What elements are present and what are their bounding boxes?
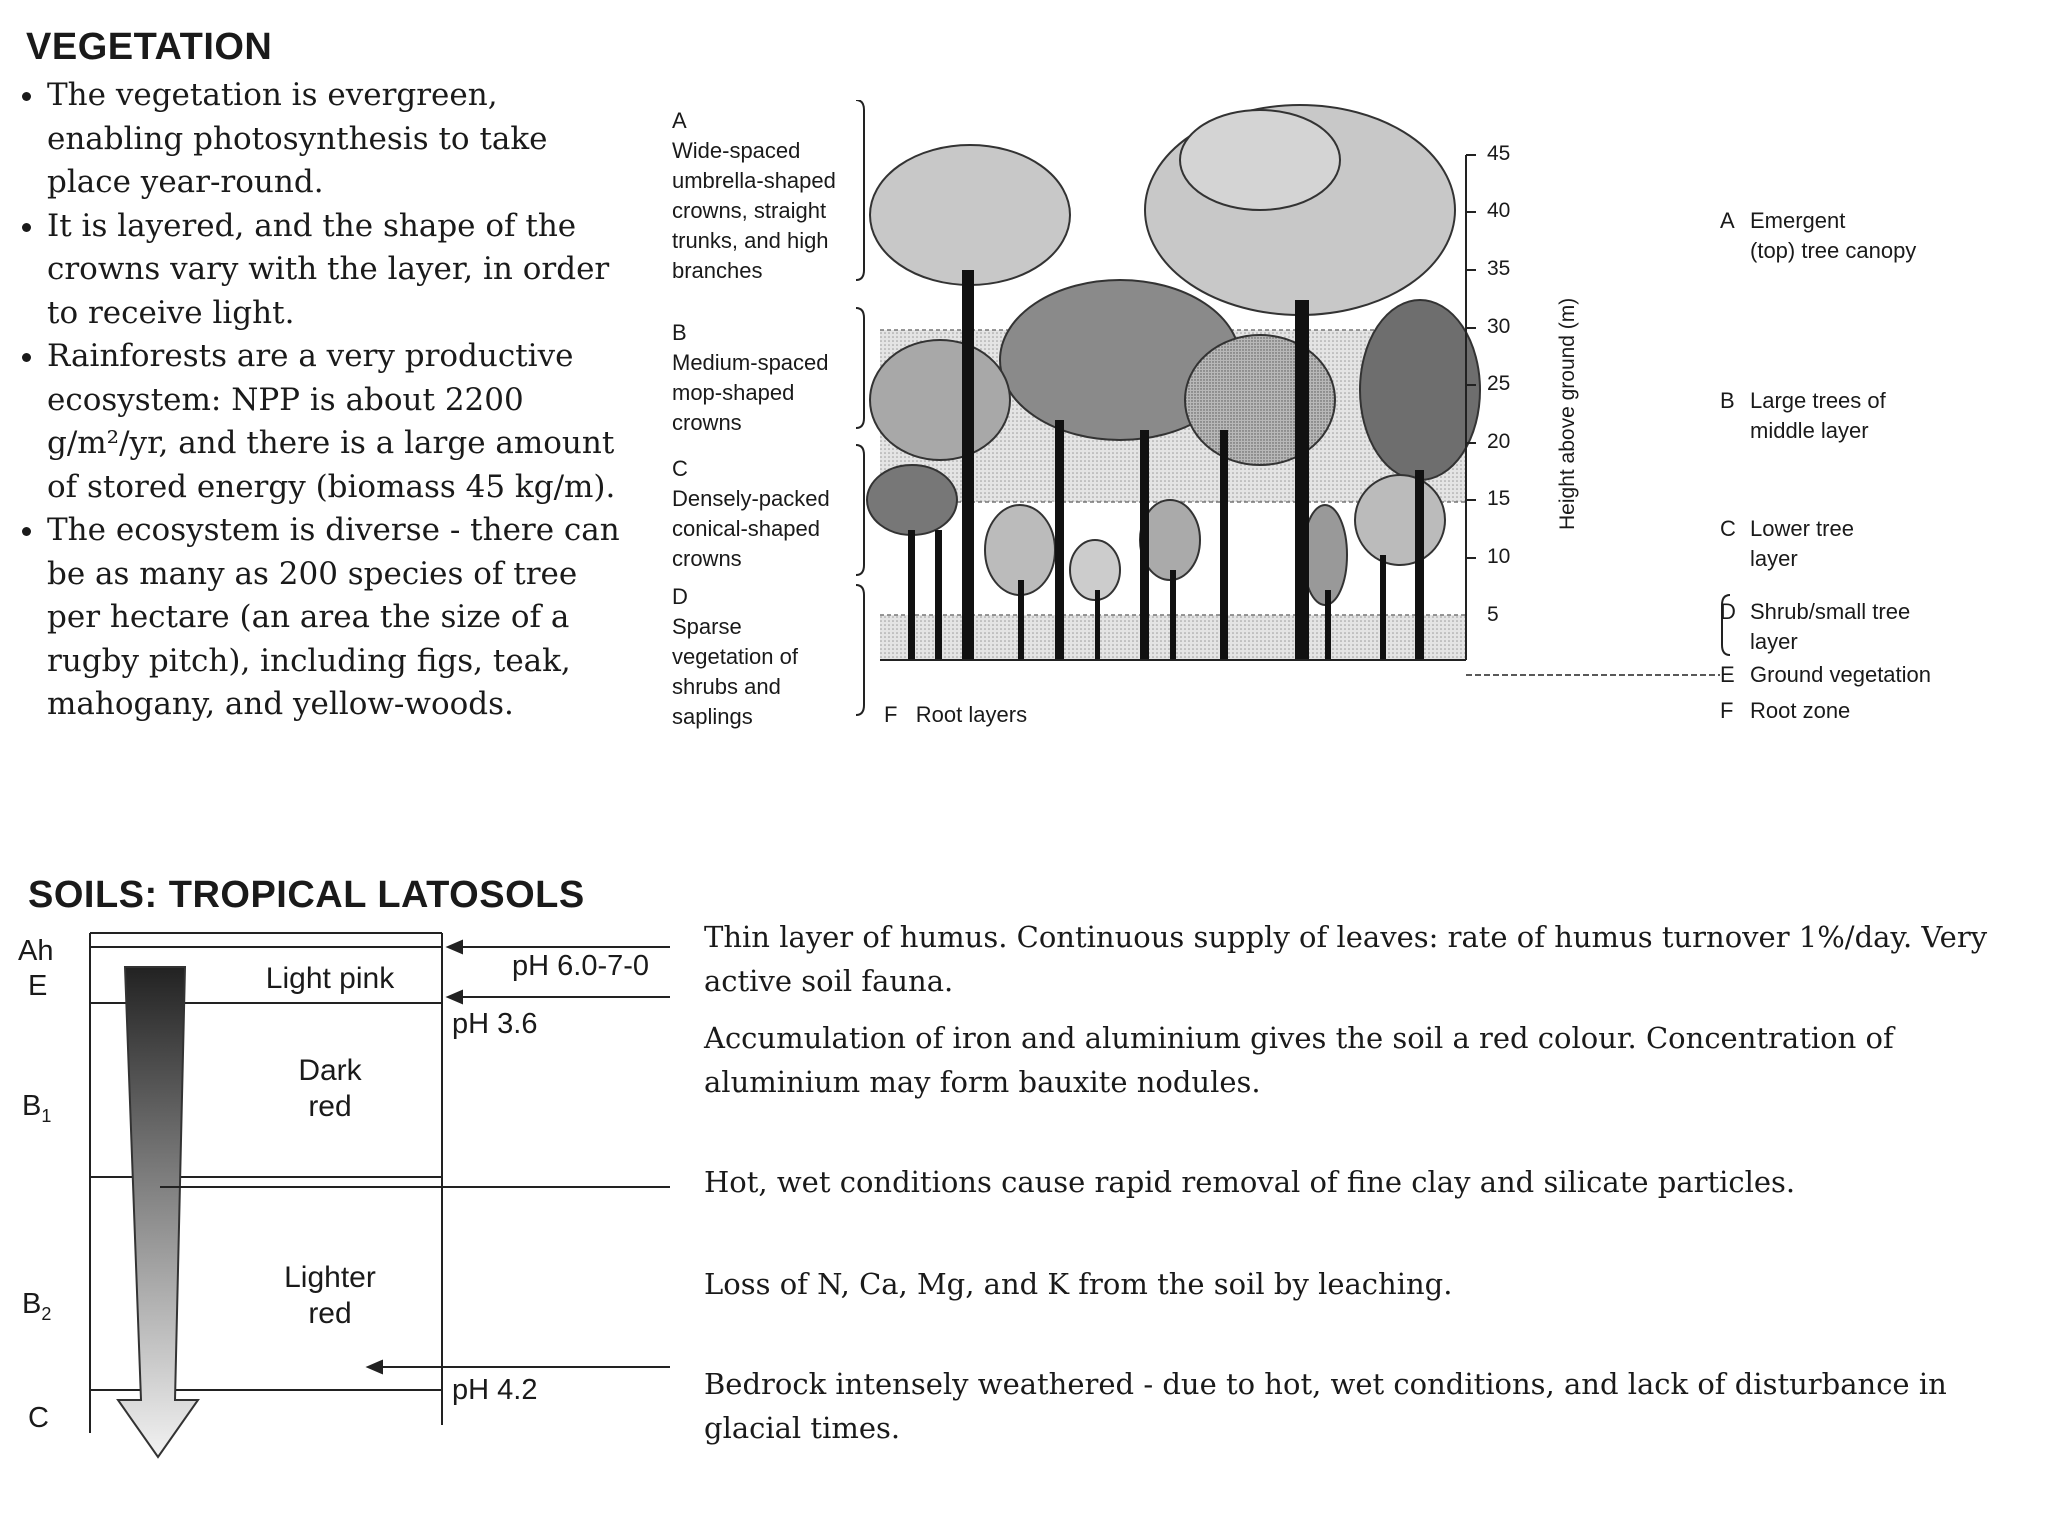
desc-bedrock: Bedrock intensely weathered - due to hot, wet conditions, and lack of disturbance in glacial times.	[704, 1367, 1947, 1445]
left-brackets	[856, 100, 864, 715]
bullet-evergreen: • The vegetation is evergreen, enabling photosynthesis to take place year-round.	[47, 74, 640, 205]
right-label-c: C Lower tree layer	[1720, 516, 1854, 571]
layer-light-pink: Light pink	[265, 962, 395, 995]
right-label-b: B Large trees of middle layer	[1720, 388, 1886, 443]
horizon-ah: Ah	[18, 935, 54, 967]
root-layers-label: F Root layers	[884, 702, 1028, 727]
soil-profile	[80, 925, 680, 1465]
right-label-e: E Ground vegetation	[1720, 662, 1932, 687]
height-axis-label: Height above ground (m)	[1556, 297, 1579, 530]
ph-bottom: pH 4.2	[452, 1374, 538, 1406]
tick-40: 40	[1487, 199, 1511, 222]
desc-clay-removal: Hot, wet conditions cause rapid removal of fine clay and silicate particles.	[704, 1165, 1796, 1199]
desc-iron-aluminium: Accumulation of iron and aluminium gives the soil a red colour. Concentration of aluminium may form bauxite nodules.	[704, 1021, 1894, 1099]
tick-35: 35	[1487, 257, 1511, 280]
desc-leaching: Loss of N, Ca, Mg, and K from the soil by leaching.	[704, 1267, 1453, 1301]
horizon-b2: $B_2$	[22, 1288, 52, 1324]
layer-dark-red: Dark red	[298, 1054, 362, 1123]
tick-15: 15	[1487, 487, 1511, 510]
soils-title: SOILS: TROPICAL LATOSOLS	[28, 874, 585, 916]
horizon-c: C	[28, 1402, 49, 1434]
right-label-d: D Shrub/small tree layer	[1720, 599, 1911, 654]
desc-humus: Thin layer of humus. Continuous supply of leaves: rate of humus turnover 1%/day. Very active soil fauna.	[704, 920, 1988, 998]
tick-45: 45	[1487, 142, 1511, 165]
left-label-b: B Medium-spaced mop-shaped crowns	[672, 320, 829, 435]
leaching-arrow	[118, 967, 198, 1457]
horizon-b1: $B_1$	[22, 1090, 52, 1126]
bullet-layered: • It is layered, and the shape of the crowns vary with the layer, in order to receive light.	[47, 205, 640, 336]
ph-top: pH 6.0-7-0	[512, 950, 650, 982]
vegetation-title: VEGETATION	[26, 26, 273, 68]
tick-20: 20	[1487, 430, 1511, 453]
tick-5: 5	[1487, 603, 1499, 626]
horizon-e: E	[28, 970, 48, 1002]
left-label-c: C Densely-packed conical-shaped crowns	[672, 456, 830, 571]
bullet-diverse: • The ecosystem is diverse - there can be as many as 200 species of tree per hectare (an area the size of a rugby pitch), including figs, teak, mahogany, and yellow-woods.	[47, 509, 640, 727]
tick-30: 30	[1487, 315, 1511, 338]
vegetation-bullet-list	[0, 74, 640, 727]
right-label-f: F Root zone	[1720, 698, 1851, 723]
right-label-a: A Emergent (top) tree canopy	[1720, 208, 1917, 263]
left-label-a: A Wide-spaced umbrella-shaped crowns, straight trunks, and high branches	[672, 108, 836, 283]
tick-10: 10	[1487, 545, 1511, 568]
tick-25: 25	[1487, 372, 1511, 395]
layer-lighter-red: Lighter red	[284, 1261, 376, 1330]
emergent-canopy	[870, 105, 1455, 315]
bullet-productive: • Rainforests are a very productive ecosystem: NPP is about 2200 g/m²/yr, and there is a large amount of stored energy (biomass 45 kg/m).	[47, 335, 640, 509]
ph-upper: pH 3.6	[452, 1008, 538, 1040]
left-label-d: D Sparse vegetation of shrubs and saplings	[672, 584, 798, 729]
